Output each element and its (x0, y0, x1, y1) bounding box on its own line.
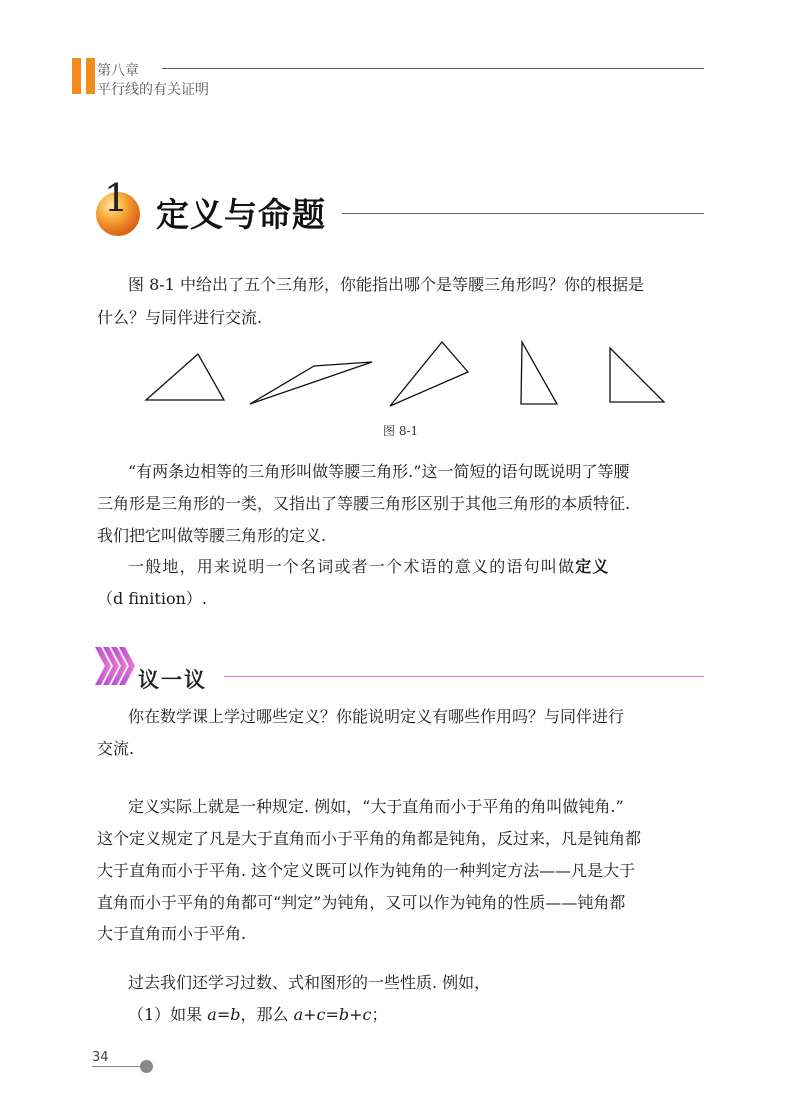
header-rule (162, 68, 704, 69)
property-item-1 (128, 1000, 388, 1029)
definition-line-1: “有两条边相等的三角形叫做等腰三角形.”这一简短的语句既说明了等腰 (128, 462, 630, 481)
property-item-1-condition: a=b (207, 1005, 241, 1024)
obtuse-line-2: 这个定义规定了凡是大于直角而小于平角的角都是钝角，反过来，凡是钝角都 (97, 829, 642, 848)
chapter-title: 平行线的有关证明 (97, 82, 209, 98)
triangle-1 (146, 354, 224, 400)
page-number: 34 (92, 1050, 109, 1065)
definition-line-3: 我们把它叫做等腰三角形的定义. (97, 526, 327, 545)
triangle-3 (390, 342, 468, 406)
discuss-line-1: 你在数学课上学过哪些定义？你能说明定义有哪些作用吗？与同伴进行 (128, 707, 625, 726)
discuss-title: 议一议 (138, 667, 207, 692)
header-accent-bar (86, 58, 95, 94)
page-number-rule (92, 1066, 142, 1067)
chevron-arrows-icon (95, 643, 137, 689)
page-dot-icon (140, 1060, 153, 1073)
discuss-rule (224, 676, 704, 677)
chapter-label: 第八章 (97, 63, 139, 79)
general-line-2: （d finition）. (97, 589, 207, 608)
figure-caption: 图 8-1 (383, 424, 419, 438)
triangle-2 (250, 362, 372, 404)
term-definition: 定义 (575, 557, 610, 576)
section-title-rule (342, 213, 704, 214)
section-title: 定义与命题 (156, 195, 326, 234)
triangle-5 (610, 348, 664, 402)
property-item-1-result: a+c=b+c (293, 1005, 372, 1024)
property-item-1-mid: ，那么 (240, 1005, 289, 1024)
property-item-1-prefix: （1）如果 (128, 1005, 203, 1024)
obtuse-line-5: 大于直角而小于平角. (97, 924, 247, 943)
property-item-1-suffix: ； (371, 1005, 388, 1024)
obtuse-line-1: 定义实际上就是一种规定. 例如，“大于直角而小于平角的角叫做钝角.” (128, 797, 624, 816)
general-line-1-text: 一般地，用来说明一个名词或者一个术语的意义的语句叫做 (128, 557, 576, 576)
obtuse-line-3: 大于直角而小于平角. 这个定义既可以作为钝角的一种判定方法——凡是大于 (97, 861, 636, 880)
properties-line-1: 过去我们还学习过数、式和图形的一些性质. 例如， (128, 973, 491, 992)
intro-line-2: 什么？与同伴进行交流. (97, 308, 263, 327)
section-number: 1 (104, 176, 129, 220)
triangle-4 (521, 342, 557, 404)
header-accent-bar (72, 58, 81, 94)
obtuse-line-4: 直角而小于平角的角都可“判定”为钝角，又可以作为钝角的性质——钝角都 (97, 893, 626, 912)
general-line-1 (128, 552, 610, 581)
discuss-line-2: 交流. (97, 739, 135, 758)
figure-triangles (140, 336, 670, 412)
definition-line-2: 三角形是三角形的一类，又指出了等腰三角形区别于其他三角形的本质特征. (97, 494, 631, 513)
intro-line-1: 图 8-1 中给出了五个三角形，你能指出哪个是等腰三角形吗？你的根据是 (128, 275, 644, 294)
